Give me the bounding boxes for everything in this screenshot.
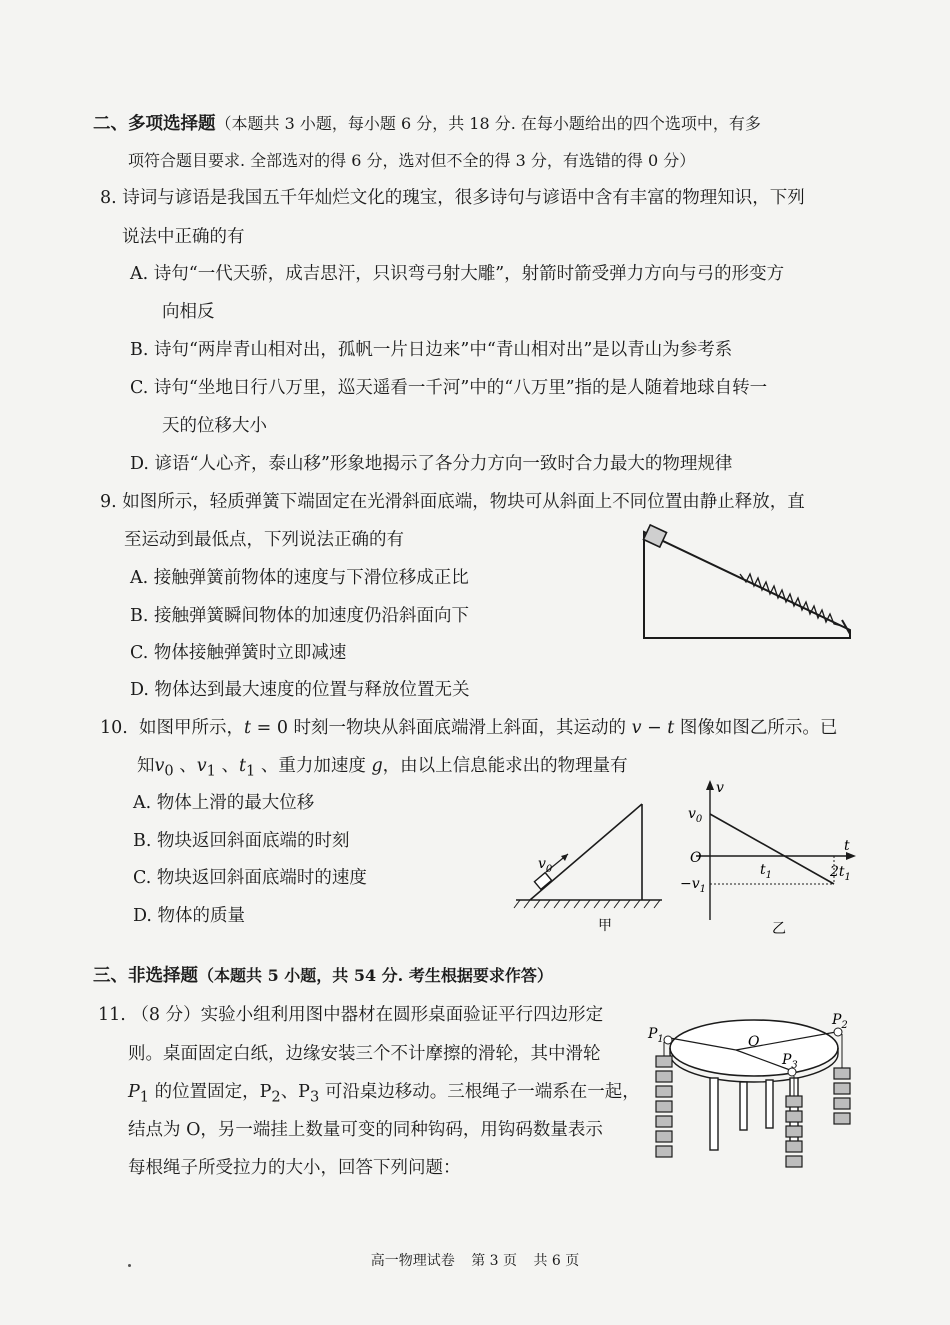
t1-tick-label: $t_1$ — [760, 862, 773, 881]
incline-triangle — [644, 532, 850, 638]
neg-v1-tick-label: $-v_1$ — [680, 876, 707, 895]
p1-label: $P_1$ — [648, 1026, 664, 1045]
q11-line1: 11. （8 分）实验小组利用图中器材在圆形桌面验证平行四边形定 — [98, 1005, 604, 1025]
q8-option-c: C. 诗句“坐地日行八万里，巡天遥看一千河”中的“八万里”指的是人随着地球自转一 — [130, 378, 768, 398]
v0-tick-label: $v_0$ — [688, 806, 703, 825]
footer-page: 第 3 页 — [471, 1253, 517, 1269]
section3-header — [93, 964, 553, 988]
block — [643, 525, 666, 547]
q10-option-a: A. 物体上滑的最大位移 — [133, 793, 315, 813]
caption-yi: 乙 — [772, 921, 786, 937]
t-axis-label: t — [844, 838, 850, 854]
q10-figure-yi-vt-graph — [676, 778, 866, 940]
q8-option-a-2: 向相反 — [162, 302, 215, 322]
section2-desc-line2: 项符合题目要求. 全部选对的得 6 分，选对但不全的得 3 分，有选错的得 0 分） — [128, 151, 696, 170]
q9-stem-2: 至运动到最低点，下列说法正确的有 — [124, 530, 404, 550]
q11-line5: 每根绳子所受拉力的大小，回答下列问题： — [128, 1158, 461, 1178]
q9-option-c: C. 物体接触弹簧时立即减速 — [130, 643, 347, 663]
hook-weights-p1 — [656, 1056, 672, 1157]
q10-stem-2: 知$v_0$ 、$v_1$ 、$t_1$ 、重力加速度 g，由以上信息能求出的物理量有 — [137, 756, 628, 780]
q8-option-a: A. 诗句“一代天骄，成吉思汗，只识弯弓射大雕”，射箭时箭受弹力方向与弓的形变方 — [130, 264, 785, 284]
p3-label: $P_3$ — [782, 1052, 798, 1071]
section3-desc: （本题共 5 小题，共 54 分. 考生根据要求作答） — [198, 966, 553, 985]
hook-weights-p3 — [786, 1096, 802, 1167]
section2-header — [93, 112, 761, 136]
incline-slope — [530, 804, 642, 900]
q8-stem: 8. 诗词与谚语是我国五千年灿烂文化的瑰宝，很多诗句与谚语中含有丰富的物理知识，下列 — [100, 188, 805, 208]
q11-table-figure — [640, 1008, 866, 1180]
caption-jia: 甲 — [598, 918, 612, 934]
2t1-tick-label: $2t_1$ — [830, 864, 851, 883]
q10-figure-jia — [512, 800, 672, 940]
q9-incline-figure — [636, 524, 858, 642]
q10-option-d: D. 物体的质量 — [133, 906, 246, 926]
section2-title: 二、多项选择题 — [93, 114, 216, 134]
block — [534, 873, 551, 890]
q9-stem: 9. 如图所示，轻质弹簧下端固定在光滑斜面底端，物块可从斜面上不同位置由静止释放，直 — [100, 492, 805, 512]
q10-stem: 10. 如图甲所示，t = 0 时刻一物块从斜面底端滑上斜面，其运动的 v − t 图像如图乙所示。已 — [100, 718, 838, 738]
page-footer — [0, 1250, 950, 1270]
footer-total: 共 6 页 — [533, 1253, 580, 1269]
pulley-p1 — [664, 1036, 672, 1044]
q9-option-b: B. 接触弹簧瞬间物体的加速度仍沿斜面向下 — [130, 606, 469, 626]
q11-line3: $P_1$ 的位置固定，$P_2$、$P_3$ 可沿桌边移动。三根绳子一端系在一起， — [128, 1082, 640, 1106]
v-axis-arrow — [706, 780, 714, 790]
q11-line2: 则。桌面固定白纸，边缘安装三个不计摩擦的滑轮，其中滑轮 — [128, 1044, 601, 1064]
v-axis-label: v — [716, 780, 724, 796]
v0-label: $v_0$ — [538, 856, 553, 875]
origin-label: O — [690, 850, 702, 866]
table-legs — [710, 1078, 798, 1150]
q10-option-b: B. 物块返回斜面底端的时刻 — [133, 831, 350, 851]
footer-title: 高一物理试卷 — [370, 1253, 455, 1269]
q10-option-c: C. 物块返回斜面底端时的速度 — [133, 868, 367, 888]
q8-option-c-2: 天的位移大小 — [162, 416, 267, 436]
ground-hatch — [514, 900, 660, 908]
q8-option-b: B. 诗句“两岸青山相对出，孤帆一片日边来”中“青山相对出”是以青山为参考系 — [130, 340, 733, 360]
q9-option-a: A. 接触弹簧前物体的速度与下滑位移成正比 — [130, 568, 469, 588]
node-o-label: O — [748, 1034, 760, 1050]
section3-title: 三、非选择题 — [93, 966, 198, 986]
q8-stem-2: 说法中正确的有 — [122, 227, 245, 247]
q8-option-d: D. 谚语“人心齐，泰山移”形象地揭示了各分力方向一致时合力最大的物理规律 — [130, 454, 733, 474]
p2-label: $P_2$ — [832, 1012, 848, 1031]
velocity-arrowhead — [561, 854, 568, 861]
section2-desc: （本题共 3 小题，每小题 6 分，共 18 分. 在每小题给出的四个选项中，有多 — [215, 114, 761, 133]
q11-line4: 结点为 O，另一端挂上数量可变的同种钩码，用钩码数量表示 — [128, 1120, 603, 1140]
q9-option-d: D. 物体达到最大速度的位置与释放位置无关 — [130, 680, 470, 700]
hook-weights-p2 — [834, 1068, 850, 1124]
